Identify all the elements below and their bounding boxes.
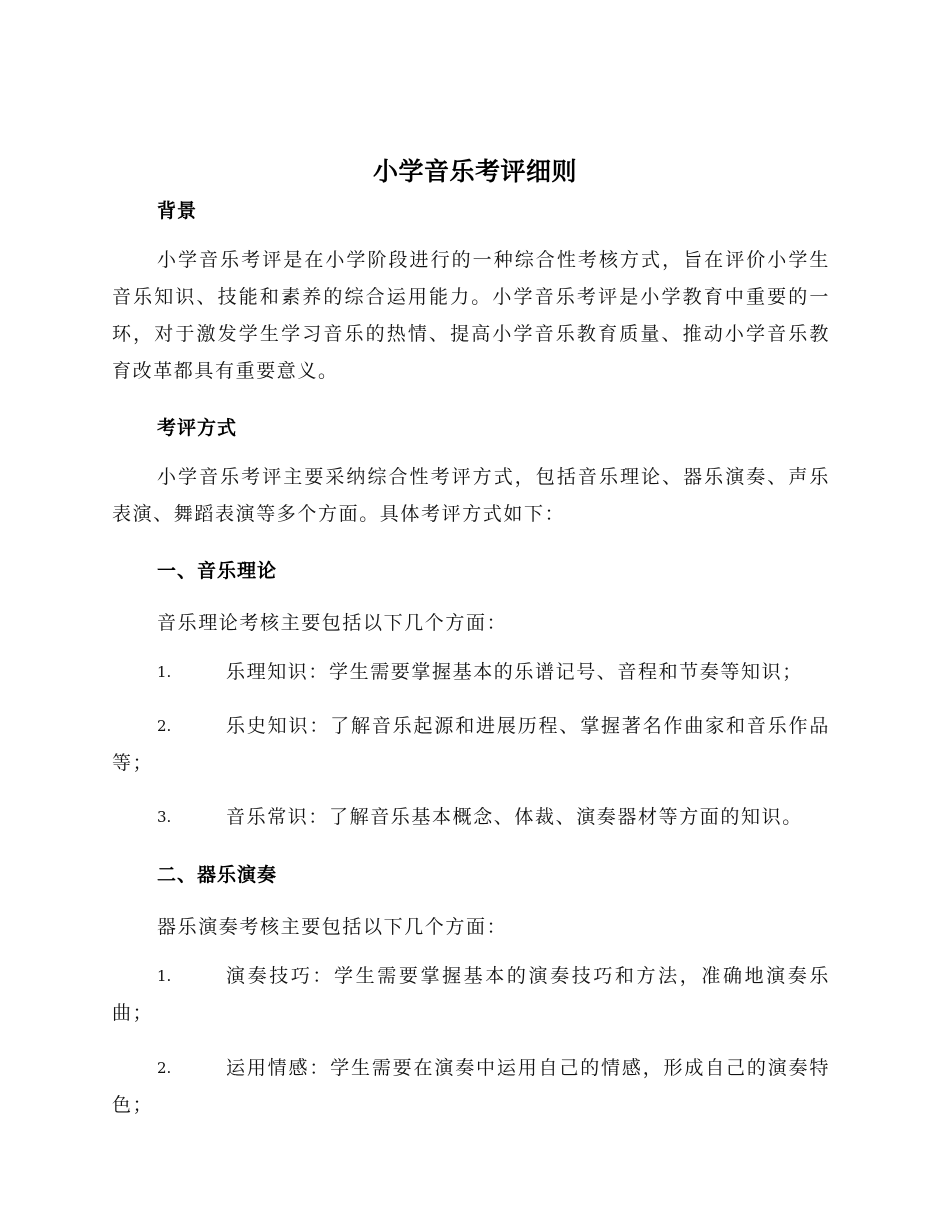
section-heading-theory: 一、音乐理论 bbox=[157, 560, 278, 582]
document-title: 小学音乐考评细则 bbox=[372, 157, 577, 186]
list-item-text: 乐理知识：学生需要掌握基本的乐谱记号、音程和节奏等知识； bbox=[226, 661, 803, 683]
list-item bbox=[112, 958, 830, 1032]
section-heading-background: 背景 bbox=[157, 200, 198, 222]
list-item-text: 演奏技巧：学生需要掌握基本的演奏技巧和方法，准确地演奏乐曲； bbox=[112, 965, 830, 1024]
list-item bbox=[112, 1050, 830, 1124]
list-item-number: 1. bbox=[157, 663, 172, 681]
list-item-number: 2. bbox=[157, 717, 172, 735]
list-item bbox=[112, 799, 830, 836]
list-item-number: 2. bbox=[157, 1059, 172, 1077]
list-item-text: 运用情感：学生需要在演奏中运用自己的情感，形成自己的演奏特色； bbox=[112, 1057, 830, 1116]
list-item bbox=[112, 708, 830, 782]
list-item-text: 乐史知识：了解音乐起源和进展历程、掌握著名作曲家和音乐作品等； bbox=[112, 715, 830, 774]
list-item-text: 音乐常识：了解音乐基本概念、体裁、演奏器材等方面的知识。 bbox=[226, 806, 803, 828]
theory-intro: 音乐理论考核主要包括以下几个方面： bbox=[157, 612, 508, 634]
instrument-intro: 器乐演奏考核主要包括以下几个方面： bbox=[157, 916, 508, 938]
list-item bbox=[112, 654, 830, 691]
section-heading-instrument: 二、器乐演奏 bbox=[157, 864, 278, 886]
list-item-number: 3. bbox=[157, 808, 172, 826]
method-paragraph: 小学音乐考评主要采纳综合性考评方式，包括音乐理论、器乐演奏、声乐表演、舞蹈表演等多个方面。具体考评方式如下： bbox=[112, 466, 830, 525]
background-paragraph: 小学音乐考评是在小学阶段进行的一种综合性考核方式，旨在评价小学生音乐知识、技能和素养的综合运用能力。小学音乐考评是小学教育中重要的一环，对于激发学生学习音乐的热情、提高小学音乐教育质量、推动小学音乐教育改革都具有重要意义。 bbox=[112, 249, 830, 382]
list-item-number: 1. bbox=[157, 967, 172, 985]
section-heading-method: 考评方式 bbox=[157, 417, 238, 439]
